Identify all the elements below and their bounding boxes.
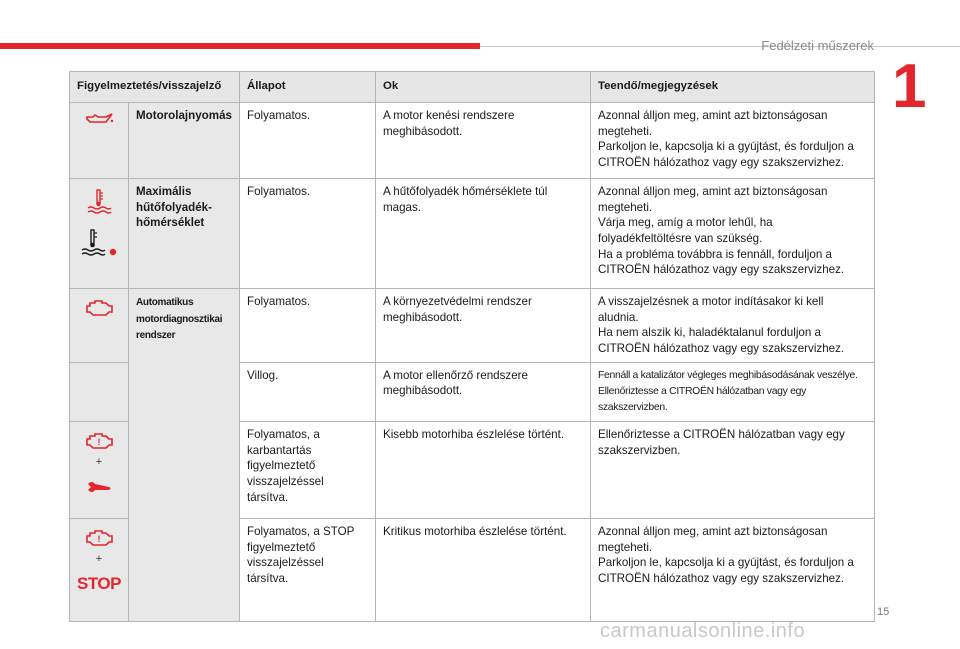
oil-can-icon xyxy=(84,112,114,126)
engine-state-1: Folyamatos. xyxy=(239,289,375,363)
engine-action-4: Azonnal álljon meg, amint azt biztonságosan megteheti. Parkoljon le, kapcsolja ki a gyújtást, és forduljon a CITROËN hálózathoz vagy egy szakszervizhez. xyxy=(590,518,874,621)
engine-state-2: Villog. xyxy=(239,362,375,421)
col-header-action: Teendő/megjegyzések xyxy=(590,72,874,103)
oil-name: Motorolajnyomás xyxy=(128,103,239,179)
watermark: carmanualsonline.info xyxy=(600,620,806,642)
col-header-cause: Ok xyxy=(375,72,590,103)
table-row xyxy=(70,179,875,289)
oil-action: Azonnal álljon meg, amint azt biztonságosan megteheti. Parkoljon le, kapcsolja ki a gyújtást, és forduljon a CITROËN hálózathoz vagy egy szakszervizhez. xyxy=(590,103,874,179)
coolant-action: Azonnal álljon meg, amint azt biztonságosan megteheti. Várja meg, amíg a motor lehűl, ha folyadékfeltöltésre van szükség. Ha a probléma továbbra is fennáll, forduljon a CITROËN hálózathoz vagy egy szakszervizhez. xyxy=(590,179,874,289)
coolant-state: Folyamatos. xyxy=(239,179,375,289)
stop-icon: STOP xyxy=(77,573,121,593)
engine-icon-cell xyxy=(70,289,129,363)
header-divider xyxy=(480,46,960,47)
engine-maintenance-icon-cell xyxy=(70,421,129,518)
engine-icon-cell-empty xyxy=(70,362,129,421)
engine-cause-4: Kritikus motorhiba észlelése történt. xyxy=(375,518,590,621)
warning-lights-table xyxy=(69,71,875,622)
svg-text:!: ! xyxy=(97,533,101,544)
table-header-row xyxy=(70,72,875,103)
engine-icon xyxy=(84,431,114,451)
plus-sign: + xyxy=(95,552,103,565)
engine-state-4: Folyamatos, a STOP figyelmeztető visszajelzéssel társítva. xyxy=(239,518,375,621)
engine-action-3: Ellenőriztesse a CITROËN hálózatban vagy egy szakszervizben. xyxy=(590,421,874,518)
chapter-number: 1 xyxy=(892,52,927,121)
coolant-cause: A hűtőfolyadék hőmérséklete túl magas. xyxy=(375,179,590,289)
plus-sign: + xyxy=(95,455,103,468)
engine-cause-3: Kisebb motorhiba észlelése történt. xyxy=(375,421,590,518)
coolant-icon-cell xyxy=(70,179,129,289)
oil-state: Folyamatos. xyxy=(239,103,375,179)
engine-action-1: A visszajelzésnek a motor indításakor ki kell aludnia. Ha nem alszik ki, haladéktalanul forduljon a CITROËN hálózathoz vagy egy szakszervizhez. xyxy=(590,289,874,363)
engine-action-2: Fennáll a katalizátor végleges meghibásodásának veszélye. Ellenőriztesse a CITROËN hálózatban vagy egy szakszervizben. xyxy=(590,362,874,421)
engine-stop-icon-cell xyxy=(70,518,129,621)
wrench-icon xyxy=(85,480,113,494)
table-row xyxy=(70,289,875,363)
engine-icon xyxy=(84,528,114,548)
engine-icon xyxy=(84,298,114,318)
page-number: 15 xyxy=(877,606,890,618)
section-title: Fedélzeti műszerek xyxy=(761,38,874,53)
table-row xyxy=(70,103,875,179)
engine-name xyxy=(128,289,239,622)
engine-cause-2: A motor ellenőrző rendszere meghibásodott. xyxy=(375,362,590,421)
svg-text:!: ! xyxy=(97,436,101,447)
coolant-temperature-icon xyxy=(86,188,112,214)
coolant-temperature-red-icon xyxy=(81,228,117,258)
oil-cause: A motor kenési rendszere meghibásodott. xyxy=(375,103,590,179)
engine-name-text: Automatikus motordiagnosztikai rendszer xyxy=(135,297,223,341)
engine-cause-1: A környezetvédelmi rendszer meghibásodott. xyxy=(375,289,590,363)
engine-state-3: Folyamatos, a karbantartás figyelmeztető visszajelzéssel társítva. xyxy=(239,421,375,518)
col-header-warning: Figyelmeztetés/visszajelző xyxy=(70,72,240,103)
coolant-name: Maximális hűtőfolyadék-hőmérséklet xyxy=(128,179,239,289)
header-red-bar xyxy=(0,43,480,49)
col-header-state: Állapot xyxy=(239,72,375,103)
oil-icon-cell xyxy=(70,103,129,179)
